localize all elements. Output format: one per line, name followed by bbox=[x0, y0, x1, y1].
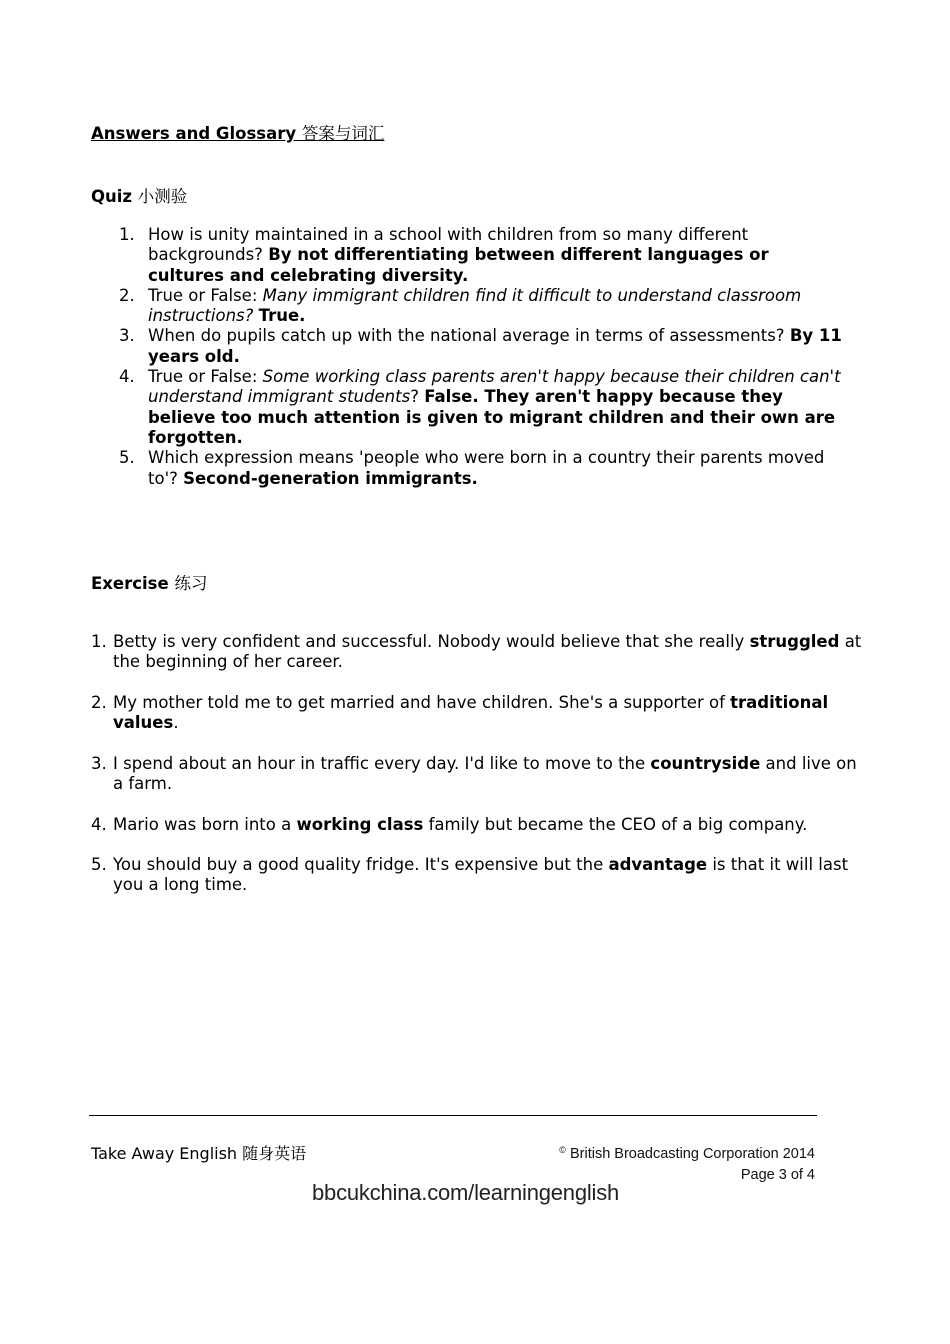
footer-page-number: Page 3 of 4 bbox=[740, 1167, 815, 1183]
exercise-text-after: at the beginning of her career. bbox=[113, 632, 862, 672]
page-title-cn: 答案与词汇 bbox=[301, 124, 385, 143]
exercise-item-number: 2. bbox=[91, 693, 107, 712]
quiz-answer: Second-generation immigrants. bbox=[183, 468, 478, 488]
footer-copyright bbox=[559, 1140, 815, 1165]
quiz-question-prefix: True or False: bbox=[148, 367, 258, 387]
exercise-item bbox=[91, 815, 871, 835]
footer-url: bbcukchina.com/learningenglish bbox=[312, 1180, 620, 1205]
quiz-statement: Some working class parents aren't happy because their children can't understand immigrant students bbox=[148, 367, 841, 407]
quiz-item-number: 4. bbox=[119, 367, 135, 387]
exercise-item bbox=[91, 632, 871, 673]
quiz-answer: False. They aren't happy because they believe too much attention is given to migrant children and their own are forgotten. bbox=[148, 387, 836, 447]
quiz-item bbox=[119, 326, 848, 367]
exercise-item bbox=[91, 754, 871, 795]
quiz-answer: True. bbox=[258, 306, 306, 326]
exercise-text-before: My mother told me to get married and have children. She's a supporter of bbox=[113, 693, 725, 712]
exercise-text-after: family but became the CEO of a big company. bbox=[428, 815, 808, 834]
quiz-question: Which expression means 'people who were born in a country their parents moved to'? bbox=[148, 448, 825, 488]
exercise-answer-word: traditional values bbox=[113, 693, 829, 733]
exercise-answer-word: countryside bbox=[650, 754, 761, 773]
quiz-list bbox=[119, 225, 848, 489]
exercise-text-before: I spend about an hour in traffic every day. I'd like to move to the bbox=[113, 754, 646, 773]
quiz-item-number: 2. bbox=[119, 285, 135, 305]
quiz-question: When do pupils catch up with the national average in terms of assessments? bbox=[148, 326, 785, 346]
exercise-heading-en: Exercise bbox=[91, 574, 169, 593]
exercise-heading-cn: 练习 bbox=[174, 574, 208, 593]
exercise-text-after: . bbox=[173, 713, 179, 733]
footer-program-cn: 随身英语 bbox=[242, 1144, 307, 1163]
page-title bbox=[91, 120, 384, 144]
quiz-item-number: 3. bbox=[119, 326, 135, 346]
quiz-statement: Many immigrant children find it difficult to understand classroom instructions? bbox=[148, 285, 802, 326]
quiz-heading bbox=[91, 183, 187, 207]
quiz-item-number: 1. bbox=[119, 225, 135, 244]
exercise-text-before: Betty is very confident and successful. Nobody would believe that she really bbox=[113, 632, 745, 651]
exercise-item-number: 4. bbox=[91, 815, 107, 834]
page-title-en: Answers and Glossary bbox=[91, 124, 297, 143]
quiz-heading-cn: 小测验 bbox=[137, 187, 188, 206]
exercise-answer-word: advantage bbox=[608, 855, 708, 874]
exercise-item-number: 5. bbox=[91, 855, 107, 874]
quiz-item bbox=[119, 285, 848, 327]
footer-program-en: Take Away English bbox=[91, 1144, 238, 1163]
exercise-item-number: 1. bbox=[91, 632, 107, 651]
quiz-heading-en: Quiz bbox=[91, 187, 133, 206]
exercise-text-after: and live on a farm. bbox=[113, 754, 857, 794]
quiz-item bbox=[119, 448, 848, 489]
exercise-text-after: is that it will last you a long time. bbox=[113, 855, 849, 895]
quiz-question: How is unity maintained in a school with children from so many different backgrounds? bbox=[148, 225, 749, 265]
exercise-item bbox=[91, 693, 871, 734]
exercise-answer-word: struggled bbox=[749, 632, 840, 651]
exercise-item bbox=[91, 855, 871, 896]
exercise-heading bbox=[91, 570, 207, 594]
copyright-symbol: © bbox=[559, 1145, 566, 1155]
exercise-text-before: Mario was born into a bbox=[113, 815, 292, 834]
quiz-question-prefix: True or False: bbox=[148, 285, 258, 305]
quiz-answer: By 11 years old. bbox=[148, 326, 842, 366]
quiz-question-mark: ? bbox=[410, 387, 419, 407]
quiz-item bbox=[119, 367, 848, 448]
exercise-item-number: 3. bbox=[91, 754, 107, 773]
exercise-text-before: You should buy a good quality fridge. It's expensive but the bbox=[113, 855, 604, 874]
quiz-item-number: 5. bbox=[119, 448, 135, 468]
quiz-item bbox=[119, 225, 848, 286]
exercise-answer-word: working class bbox=[296, 815, 424, 834]
footer-divider bbox=[89, 1115, 817, 1116]
footer-program bbox=[91, 1141, 306, 1164]
footer-copyright-text: British Broadcasting Corporation 2014 bbox=[569, 1146, 815, 1162]
quiz-answer: By not differentiating between different languages or cultures and celebrating diversity. bbox=[148, 245, 769, 285]
